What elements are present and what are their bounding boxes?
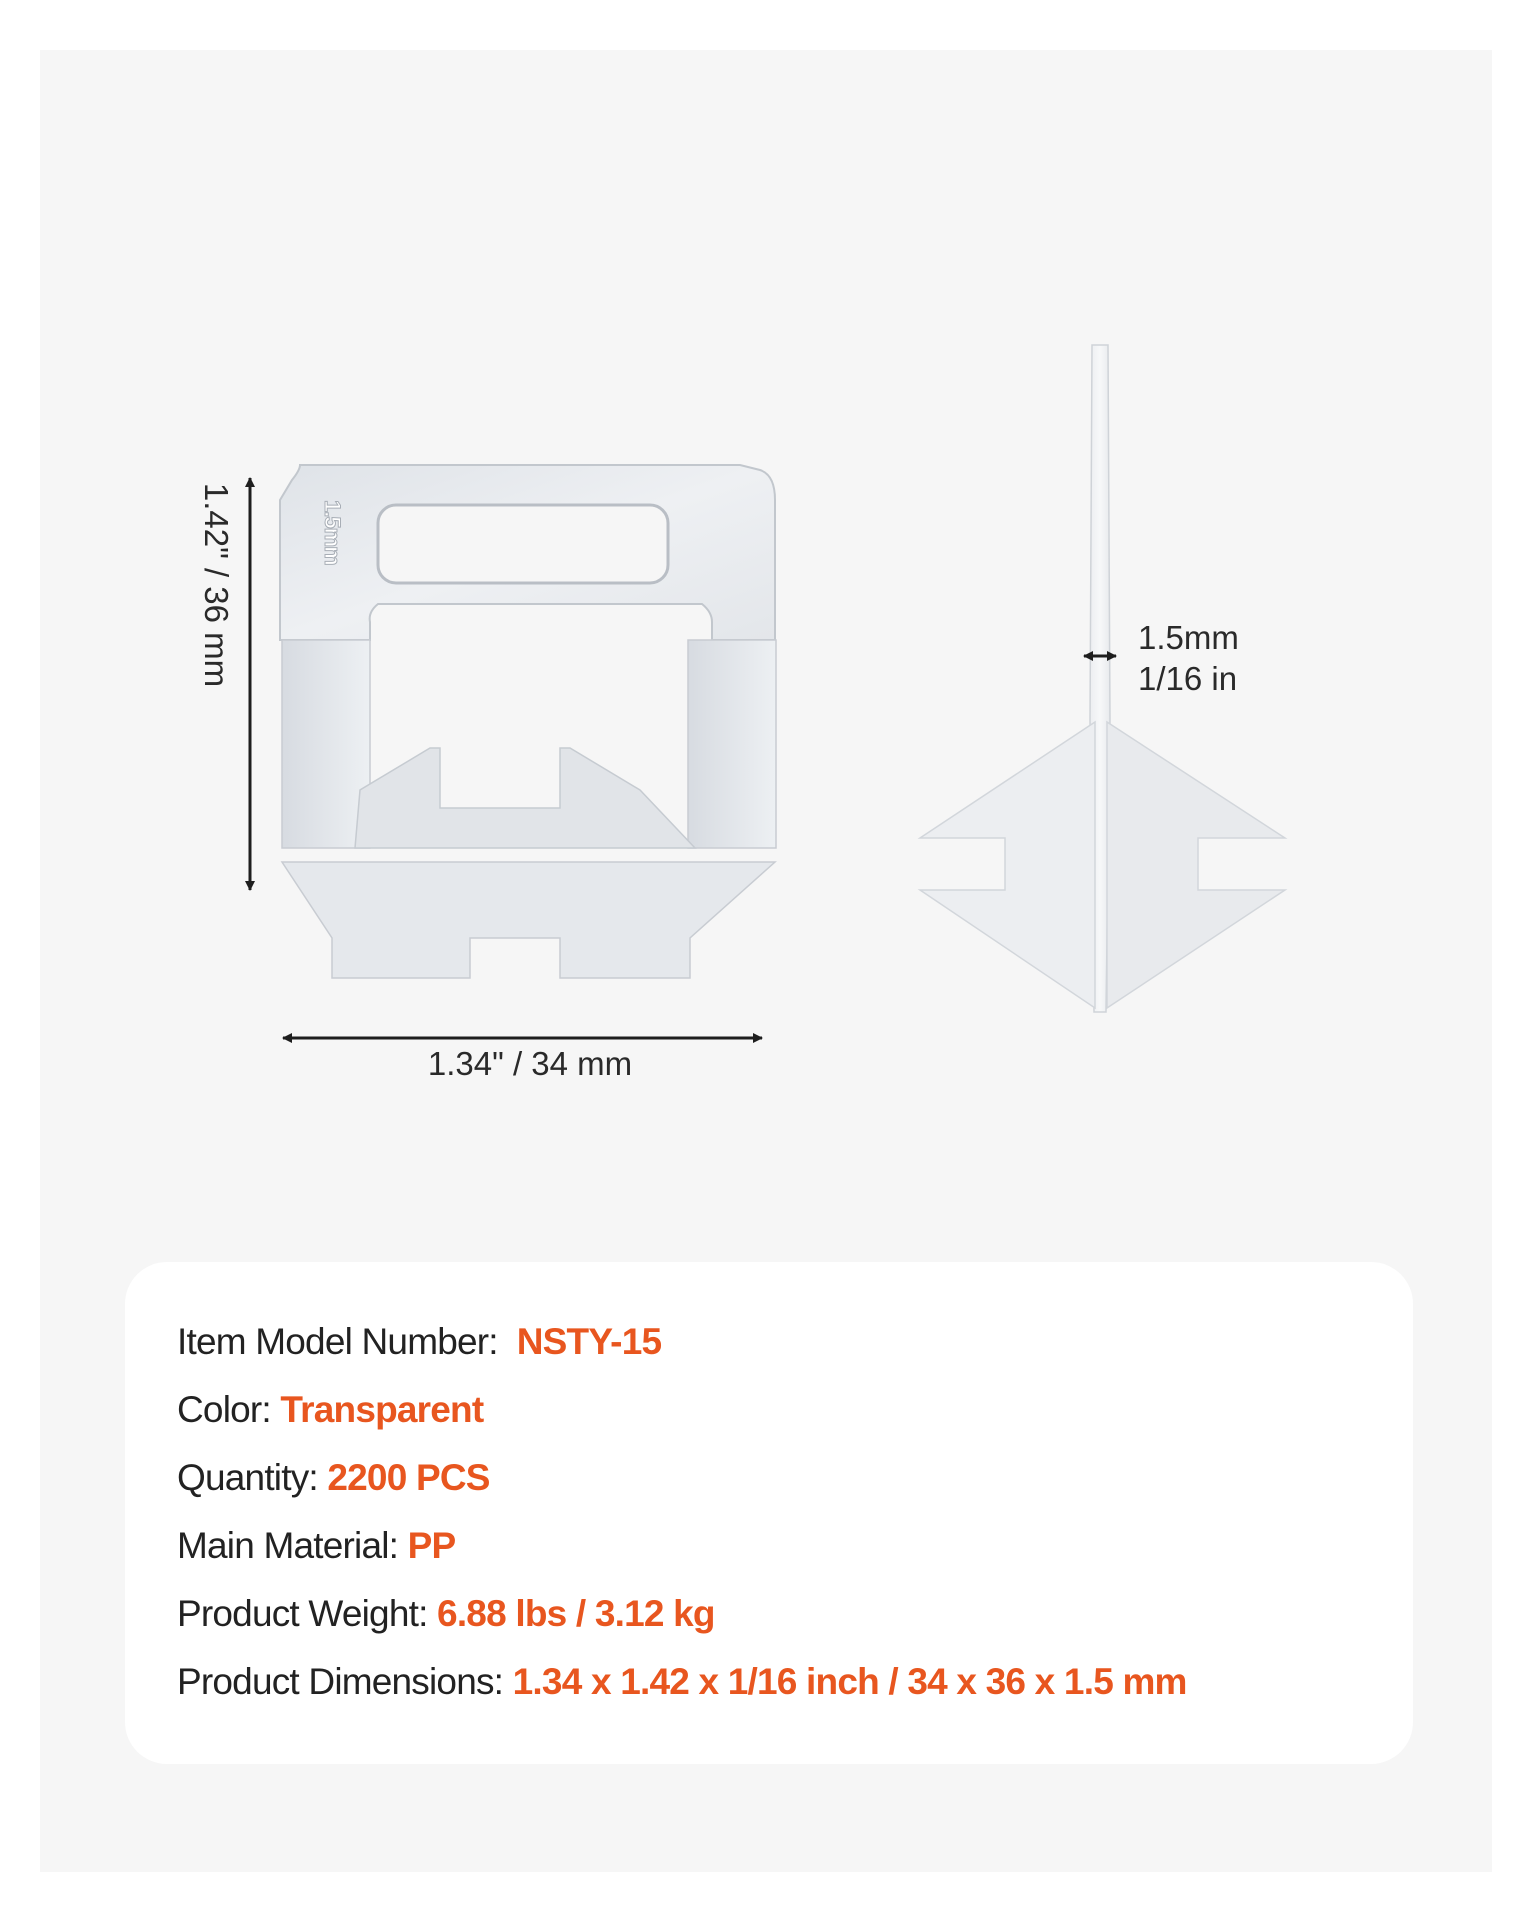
specifications-card	[125, 1262, 1413, 1764]
spec-label: Product Dimensions:	[177, 1661, 504, 1702]
width-dimension	[283, 1038, 762, 1082]
spec-gap	[318, 1457, 327, 1498]
spec-row-main-material	[177, 1524, 455, 1568]
spec-gap	[498, 1321, 517, 1362]
clip-right-leg	[688, 640, 776, 848]
clip-side-right-arrows	[1107, 722, 1285, 1008]
clip-left-leg	[282, 640, 370, 848]
spec-label: Quantity:	[177, 1457, 318, 1498]
clip-side-left-arrows	[920, 722, 1095, 1008]
spec-gap	[428, 1593, 437, 1634]
spec-gap	[271, 1389, 280, 1430]
spec-value: 2200 PCS	[327, 1457, 490, 1498]
spec-row-color	[177, 1388, 483, 1432]
spec-value: 1.34 x 1.42 x 1/16 inch / 34 x 36 x 1.5 mm	[512, 1661, 1187, 1702]
spec-row-quantity	[177, 1456, 490, 1500]
spec-gap	[398, 1525, 407, 1566]
spec-row-model-number	[177, 1320, 661, 1364]
spec-value: NSTY-15	[516, 1321, 662, 1362]
clip-base-arrow-plate	[282, 862, 775, 978]
spec-value: PP	[407, 1525, 456, 1566]
spec-row-product-weight	[177, 1592, 715, 1636]
embossed-size-mark: 1.5mm	[320, 500, 345, 565]
thickness-mm-label: 1.5mm	[1138, 619, 1239, 656]
spec-gap	[503, 1661, 512, 1702]
height-dimension	[198, 478, 250, 890]
spec-label: Main Material:	[177, 1525, 399, 1566]
spec-label: Color:	[177, 1389, 271, 1430]
clip-front-view	[280, 465, 776, 978]
spec-label: Item Model Number:	[177, 1321, 498, 1362]
spec-value: Transparent	[280, 1389, 484, 1430]
spec-row-product-dimensions	[177, 1660, 1187, 1704]
clip-top-slot	[378, 505, 668, 583]
spec-value: 6.88 lbs / 3.12 kg	[437, 1593, 715, 1634]
thickness-inch-label: 1/16 in	[1138, 660, 1238, 697]
width-dimension-label: 1.34" / 34 mm	[427, 1045, 633, 1082]
clip-upper-arrow-wings	[355, 748, 695, 848]
height-dimension-label: 1.42" / 36 mm	[198, 482, 235, 688]
spec-label: Product Weight:	[177, 1593, 428, 1634]
